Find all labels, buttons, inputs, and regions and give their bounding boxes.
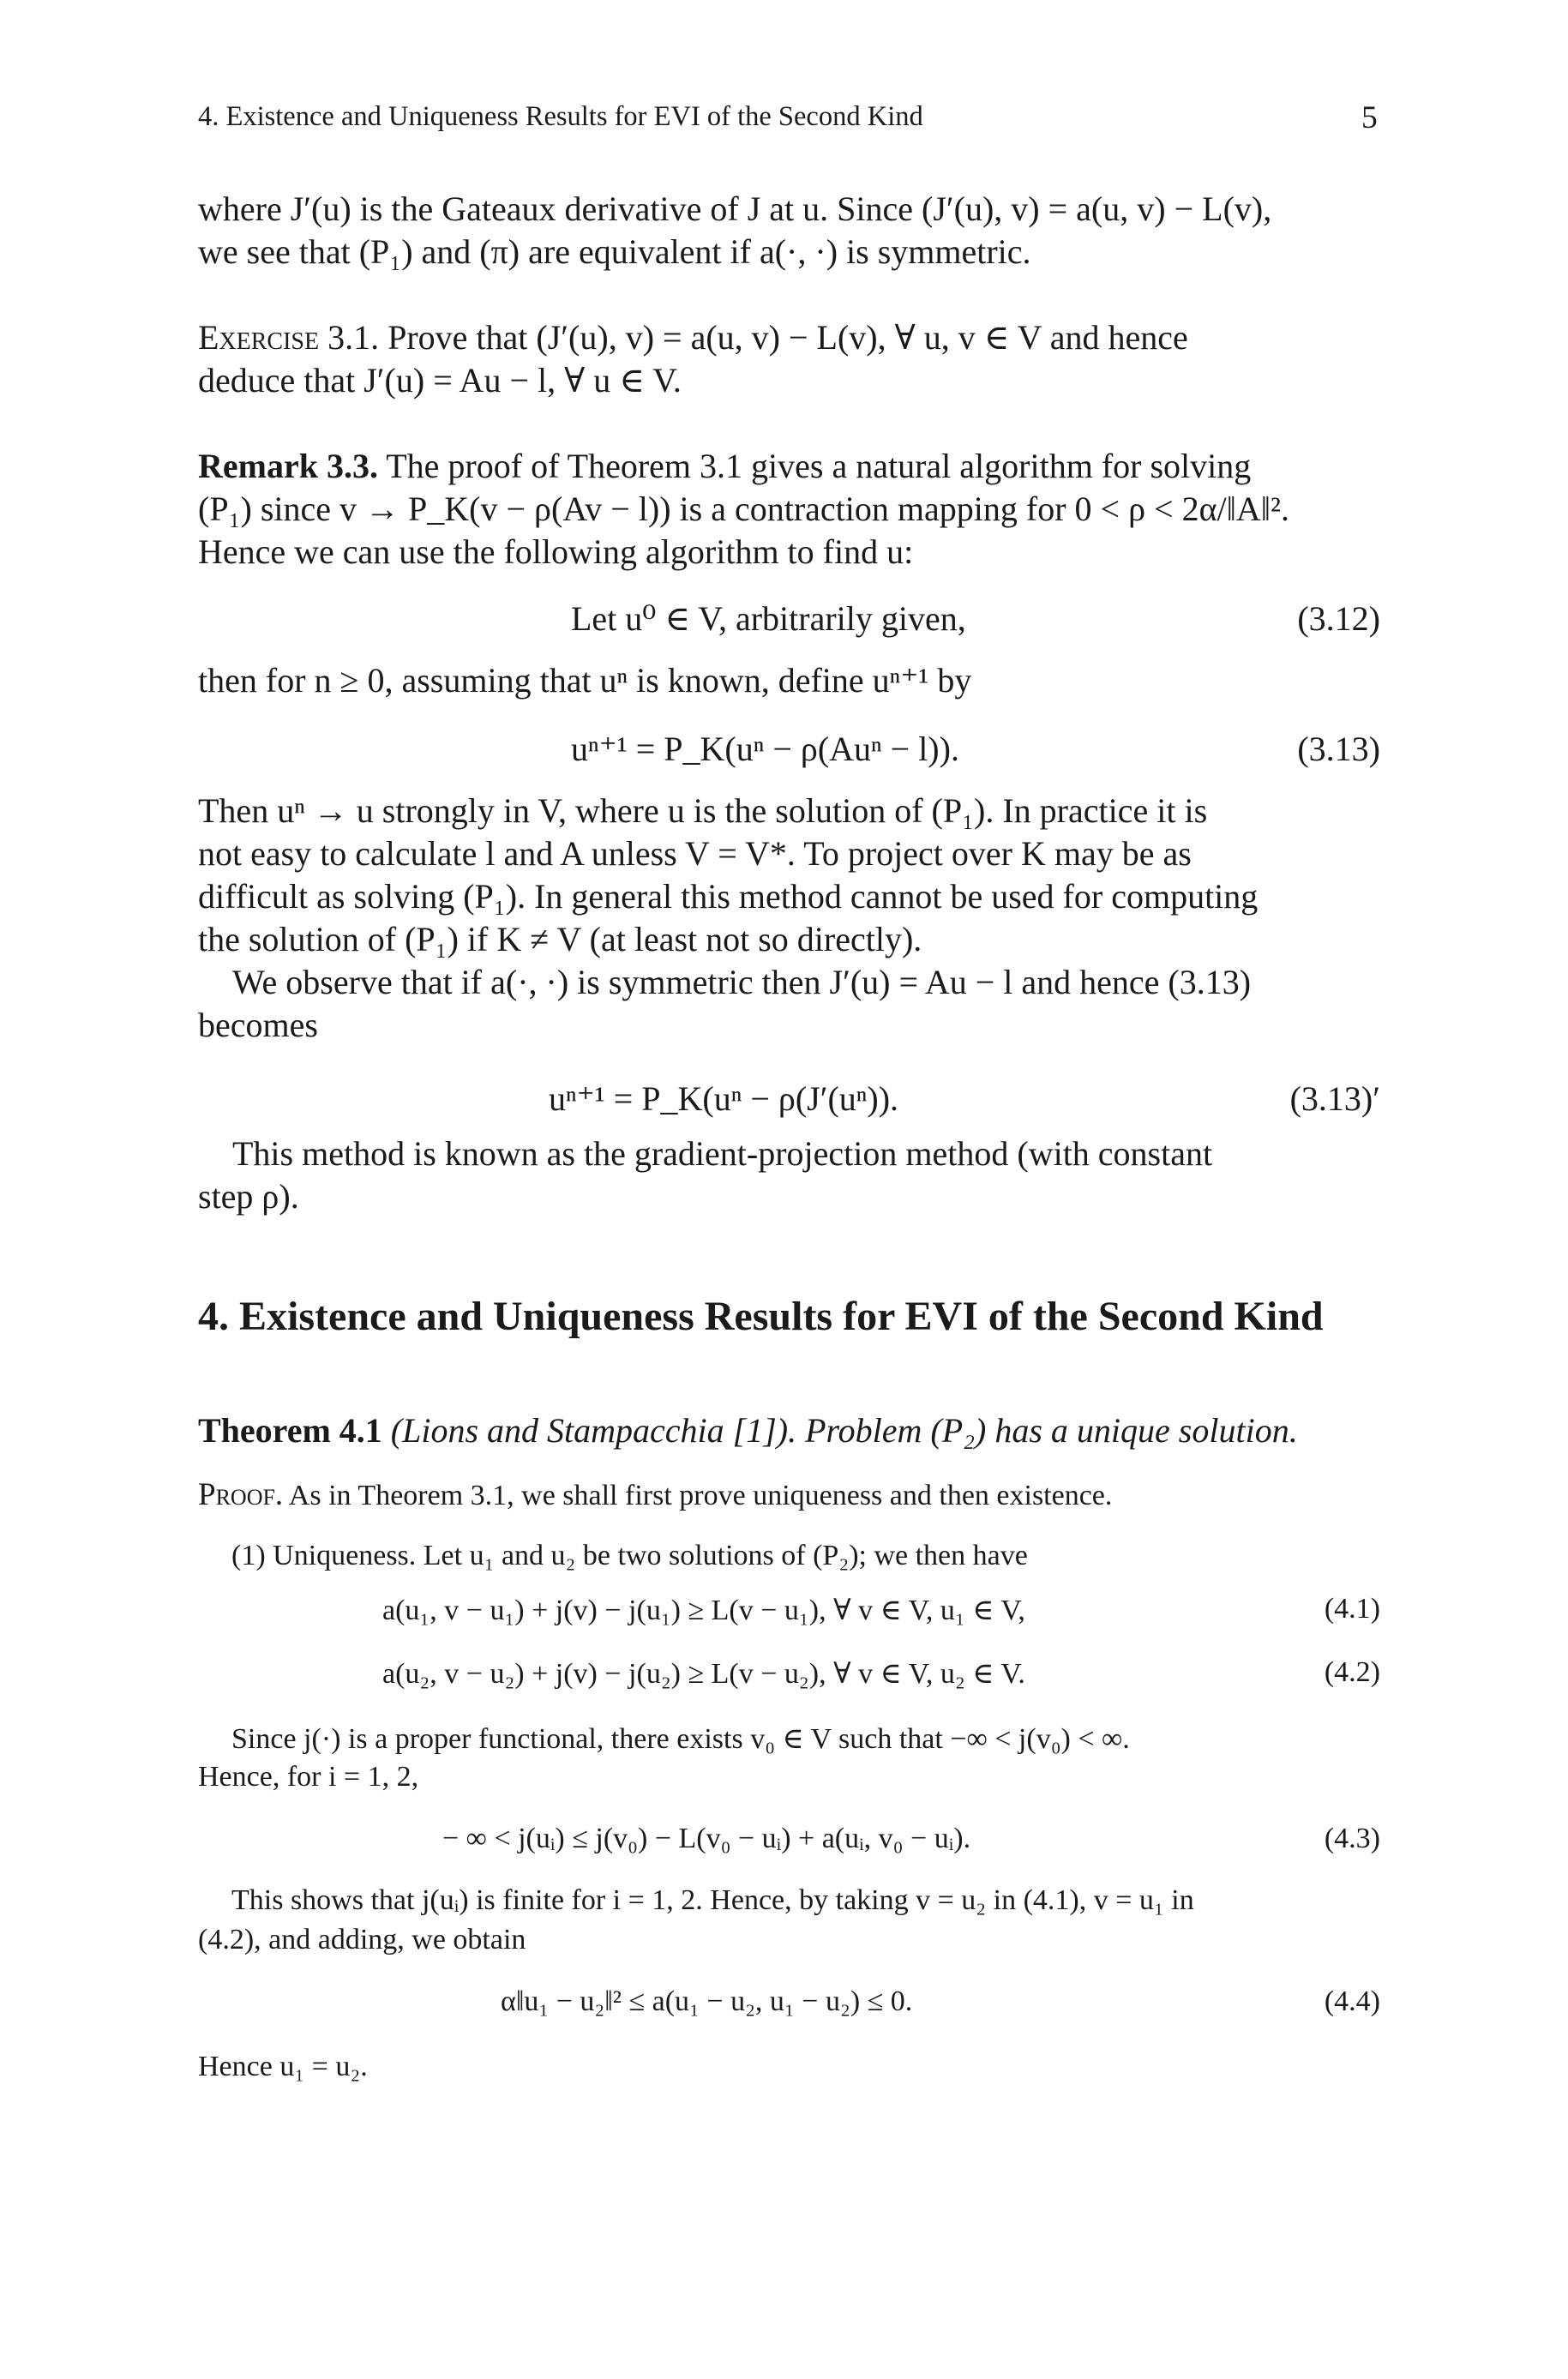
body-line: the solution of (P₁) if K ≠ V (at least not so directly).	[198, 920, 922, 958]
exercise-text: 3.1. Prove that (J′(u), v) = a(u, v) − L(v), ∀ u, v ∈ V and hence	[319, 318, 1188, 357]
equation-number-4-3: (4.3)	[1324, 1823, 1380, 1854]
body-line: Then uⁿ → u strongly in V, where u is the solution of (P₁). In practice it is	[198, 791, 1208, 830]
remark-text: The proof of Theorem 3.1 gives a natural algorithm for solving	[377, 447, 1252, 485]
body-line: then for n ≥ 0, assuming that uⁿ is known, define uⁿ⁺¹ by	[198, 661, 972, 700]
remark-3-3-line: (P₁) since v → P_K(v − ρ(Av − l)) is a contraction mapping for 0 < ρ < 2α/‖A‖².	[198, 490, 1290, 528]
equation-3-13: uⁿ⁺¹ = P_K(uⁿ − ρ(Auⁿ − l)).	[571, 730, 959, 768]
proof-label: Proof.	[198, 1477, 284, 1512]
equation-4-1: a(u₁, v − u₁) + j(v) − j(u₁) ≥ L(v − u₁), ∀ v ∈ V, u₁ ∈ V,	[382, 1595, 1025, 1626]
exercise-label: Exercise	[198, 318, 320, 357]
running-header-title: 4. Existence and Uniqueness Results for EVI of the Second Kind	[198, 101, 923, 132]
body-line: Since j(·) is a proper functional, there exists v₀ ∈ V such that −∞ < j(v₀) < ∞.	[231, 1723, 1130, 1755]
body-line: We observe that if a(·, ·) is symmetric then J′(u) = Au − l and hence (3.13)	[232, 963, 1252, 1001]
body-line: step ρ).	[198, 1177, 299, 1216]
remark-3-3-line	[198, 446, 1381, 486]
proof-line	[198, 1476, 1381, 1513]
section-heading: 4. Existence and Uniqueness Results for EVI of the Second Kind	[198, 1294, 1324, 1339]
proof-text: As in Theorem 3.1, we shall first prove uniqueness and then existence.	[283, 1480, 1113, 1511]
body-line: (4.2), and adding, we obtain	[198, 1924, 526, 1955]
body-line: not easy to calculate l and A unless V = V*. To project over K may be as	[198, 834, 1192, 873]
equation-number-3-12: (3.12)	[1297, 599, 1380, 638]
theorem-label: Theorem 4.1	[198, 1411, 382, 1450]
body-line: difficult as solving (P₁). In general this method cannot be used for computing	[198, 877, 1259, 916]
body-line: becomes	[198, 1006, 318, 1044]
remark-3-3-line: Hence we can use the following algorithm to find u:	[198, 532, 914, 571]
uniqueness-line: (1) Uniqueness. Let u₁ and u₂ be two solutions of (P₂); we then have	[231, 1540, 1028, 1571]
body-line: we see that (P₁) and (π) are equivalent if a(·, ·) is symmetric.	[198, 232, 1031, 271]
equation-4-2: a(u₂, v − u₂) + j(v) − j(u₂) ≥ L(v − u₂), ∀ v ∈ V, u₂ ∈ V.	[382, 1658, 1025, 1690]
equation-number-4-2: (4.2)	[1324, 1656, 1380, 1688]
theorem-text: (Lions and Stampacchia [1]). Problem (P₂) has a unique solution.	[381, 1411, 1298, 1450]
body-line: Hence, for i = 1, 2,	[198, 1761, 419, 1793]
theorem-4-1	[198, 1410, 1381, 1451]
remark-label: Remark 3.3.	[198, 447, 378, 485]
equation-number-3-13: (3.13)	[1297, 730, 1380, 768]
page-number: 5	[1361, 100, 1378, 135]
equation-4-4: α‖u₁ − u₂‖² ≤ a(u₁ − u₂, u₁ − u₂) ≤ 0.	[501, 1986, 913, 2017]
equation-number-3-13-prime: (3.13)′	[1289, 1079, 1380, 1118]
equation-number-4-4: (4.4)	[1324, 1986, 1380, 2017]
exercise-3-1-line: deduce that J′(u) = Au − l, ∀ u ∈ V.	[198, 361, 682, 400]
equation-3-13-prime: uⁿ⁺¹ = P_K(uⁿ − ρ(J′(uⁿ)).	[549, 1079, 899, 1118]
equation-3-12: Let u⁰ ∈ V, arbitrarily given,	[571, 599, 966, 638]
body-line: where J′(u) is the Gateaux derivative of J at u. Since (J′(u), v) = a(u, v) − L(v),	[198, 189, 1272, 228]
body-line: This method is known as the gradient-projection method (with constant	[232, 1134, 1213, 1173]
exercise-3-1-line	[198, 317, 1381, 357]
equation-4-3: − ∞ < j(uᵢ) ≤ j(v₀) − L(v₀ − uᵢ) + a(uᵢ, v₀ − uᵢ).	[442, 1823, 971, 1854]
body-line: Hence u₁ = u₂.	[198, 2051, 368, 2082]
body-line: This shows that j(uᵢ) is finite for i = 1, 2. Hence, by taking v = u₂ in (4.1), v = u₁ in	[231, 1884, 1194, 1916]
equation-number-4-1: (4.1)	[1324, 1593, 1380, 1625]
